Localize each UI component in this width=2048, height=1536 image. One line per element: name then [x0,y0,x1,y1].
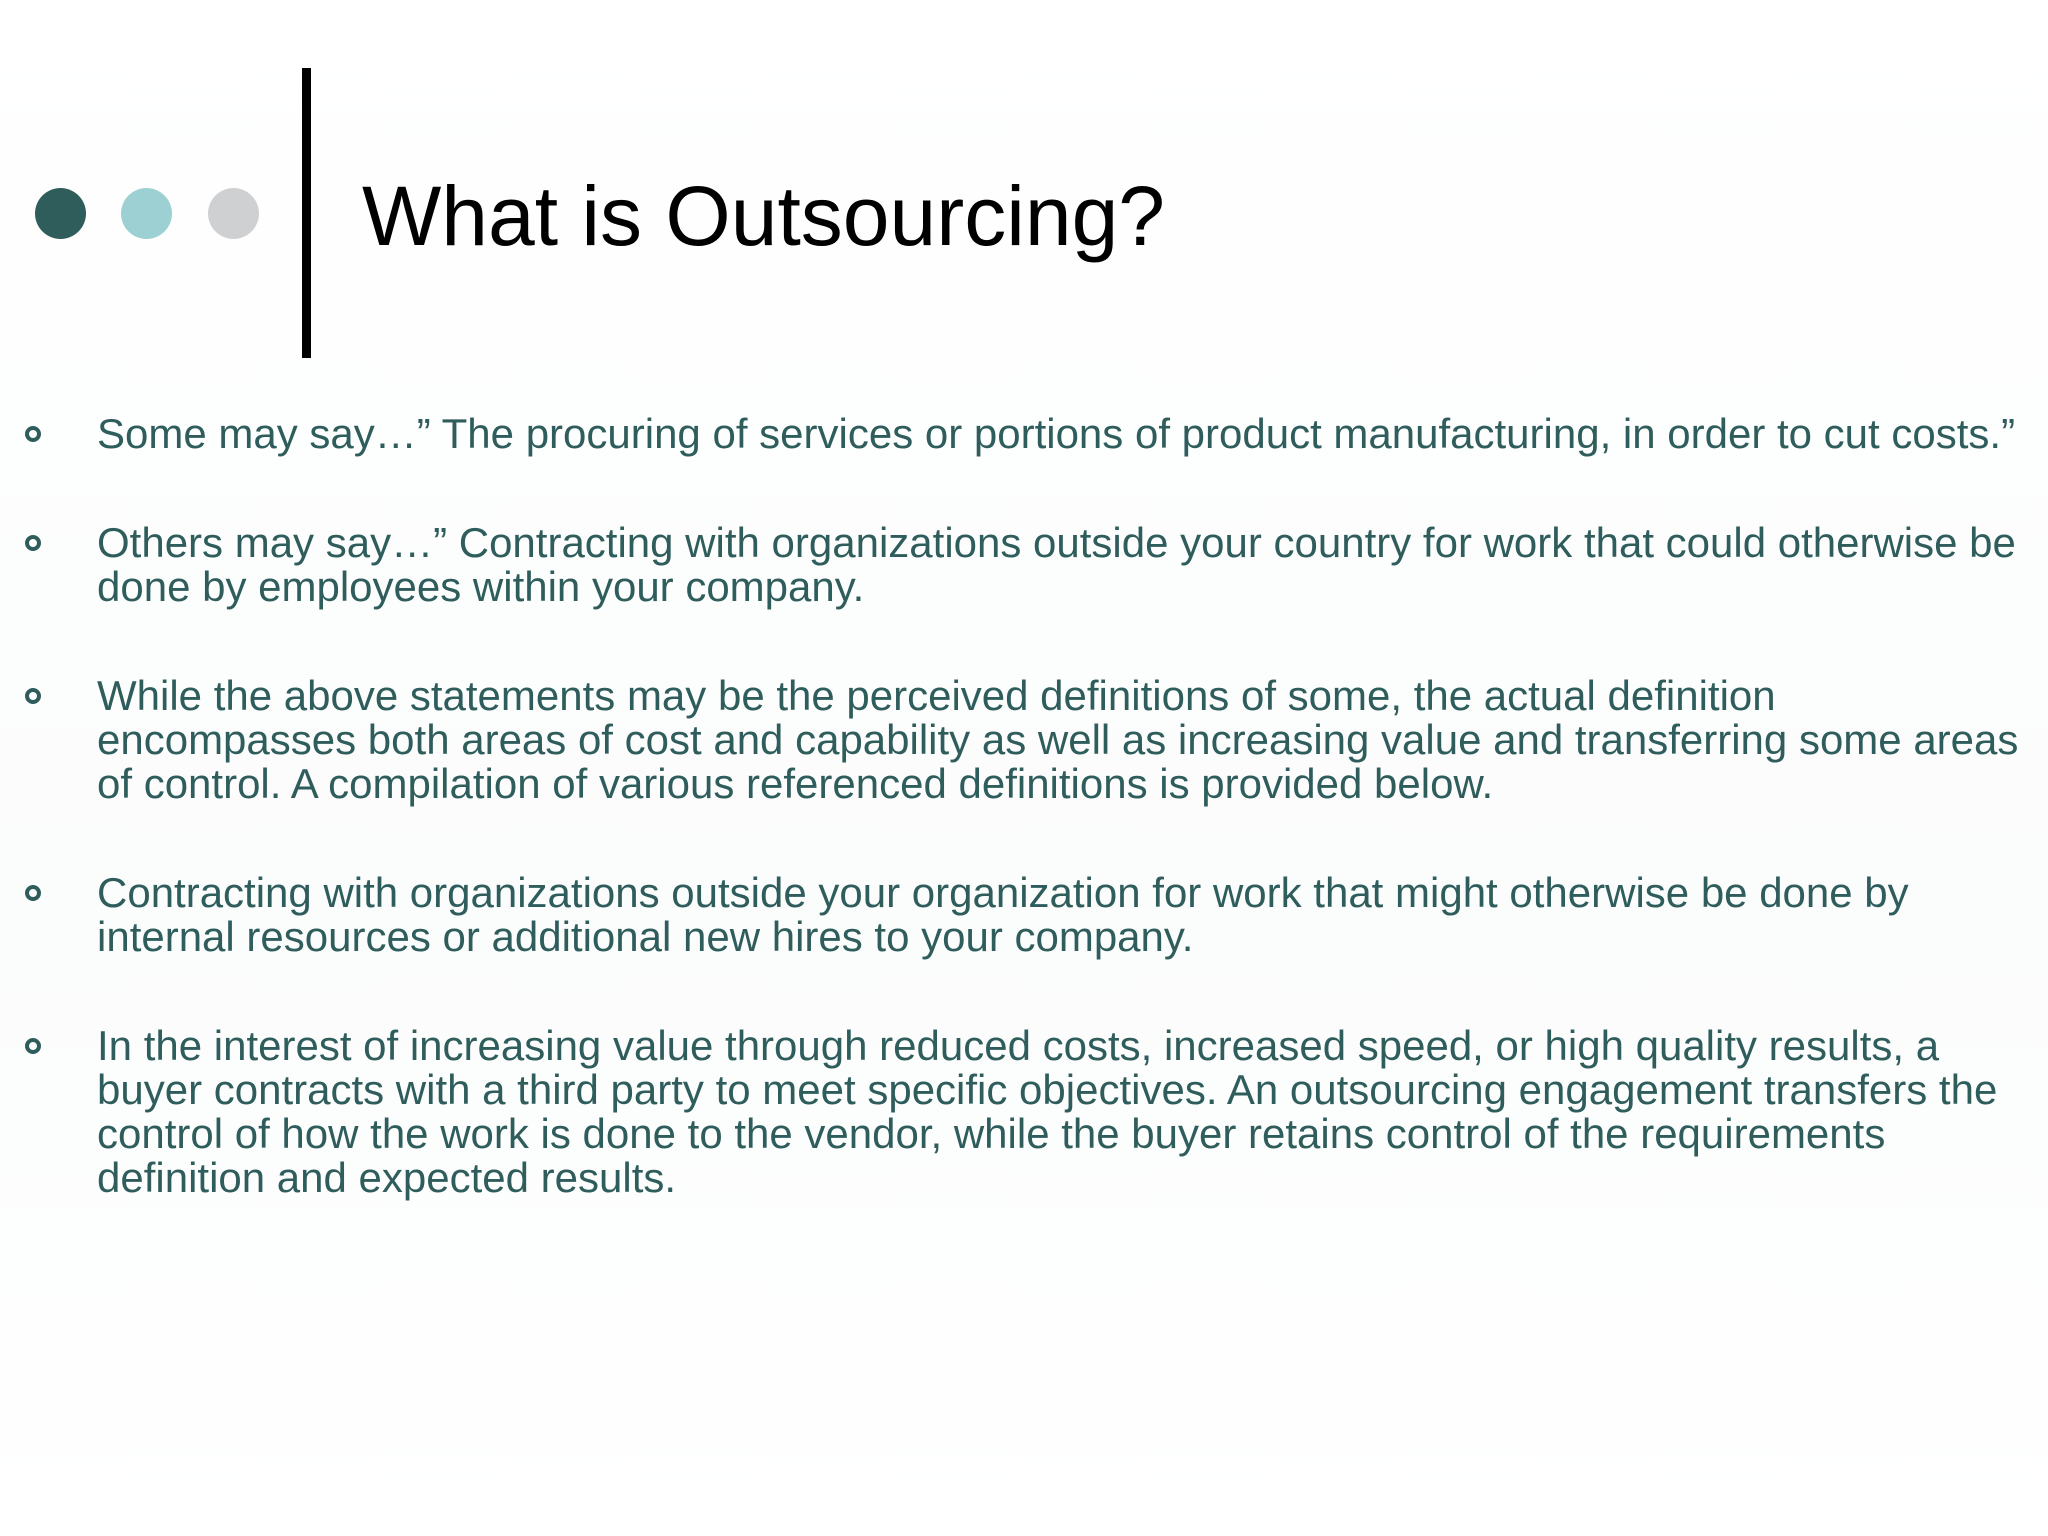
bullet-text: Others may say…” Contracting with organizations outside your country for work that could otherwise be done by employees within your company. [97,519,2016,610]
bullet-circle-icon [25,1038,41,1054]
bullet-item [0,674,2048,806]
bullet-circle-icon [25,885,41,901]
bullet-text: Contracting with organizations outside your organization for work that might otherwise be done by internal resources or additional new hires to your company. [97,869,1909,960]
bullet-circle-icon [25,688,41,704]
bullet-item [0,871,2048,959]
bullet-text: While the above statements may be the perceived definitions of some, the actual definition encompasses both areas of cost and capability as well as increasing value and transferring some areas of control. A compilation of various referenced definitions is provided below. [97,672,2019,807]
slide-title: What is Outsourcing? [362,169,1166,263]
bullet-item [0,1024,2048,1200]
bullet-circle-icon [25,535,41,551]
bullet-text: Some may say…” The procuring of services or portions of product manufacturing, in order to cut costs.” [97,410,2016,457]
bullet-list [0,412,2048,1265]
decorative-dot-gray [208,188,259,239]
decorative-dot-dark [35,188,86,239]
bullet-item [0,521,2048,609]
title-divider-bar [302,68,311,358]
bullet-circle-icon [25,426,41,442]
bullet-item [0,412,2048,456]
bullet-text: In the interest of increasing value through reduced costs, increased speed, or high quality results, a buyer contracts with a third party to meet specific objectives. An outsourcing engagement transfers the control of how the work is done to the vendor, while the buyer retains control of the requirements definition and expected results. [97,1022,1998,1201]
decorative-dot-teal [121,188,172,239]
